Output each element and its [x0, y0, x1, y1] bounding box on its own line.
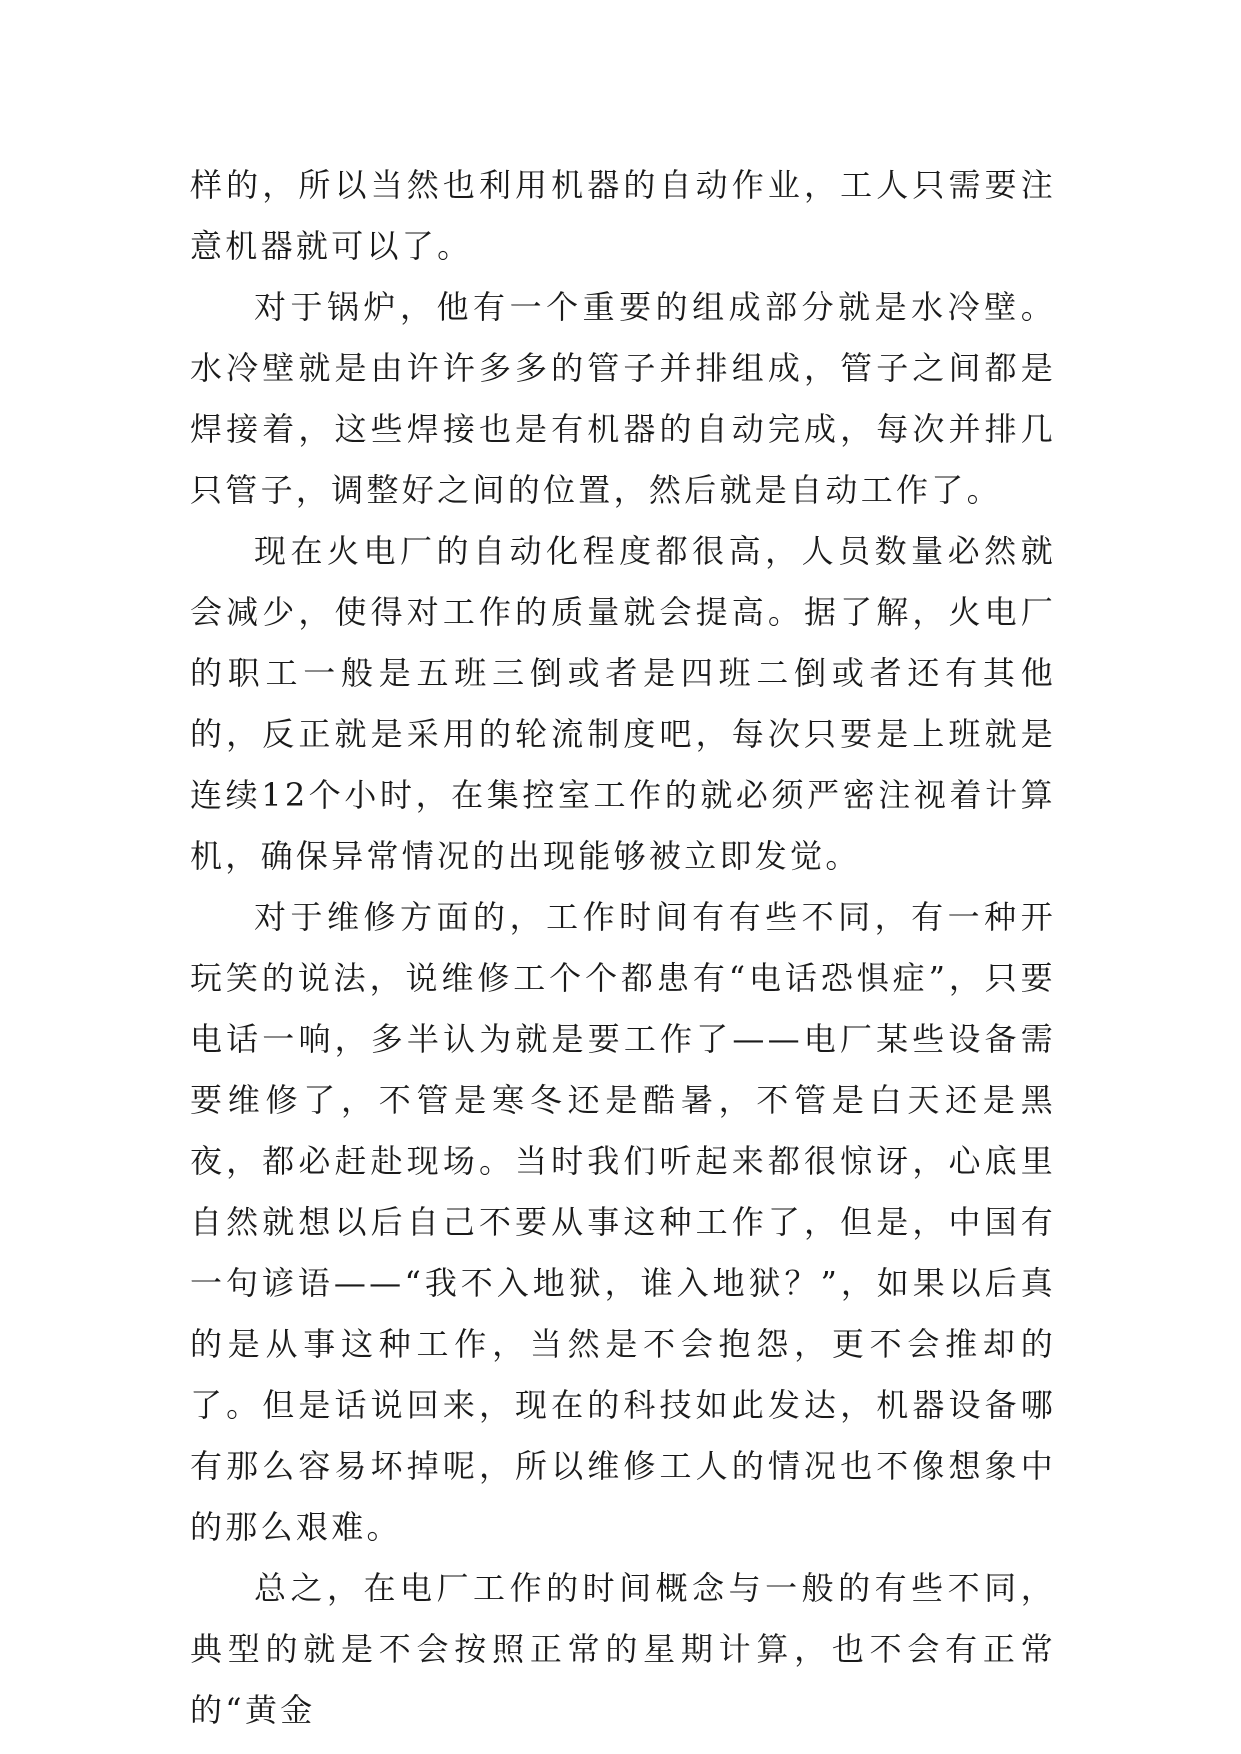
paragraph-3: 现在火电厂的自动化程度都很高，人员数量必然就会减少，使得对工作的质量就会提高。据了解，火电厂的职工一般是五班三倒或者是四班二倒或者还有其他的，反正就是采用的轮流制度吧，每次只要是上班就是连续12个小时，在集控室工作的就必须严密注视着计算机，确保异常情况的出现能够被立即发觉。	[190, 532, 1056, 875]
paragraph-4: 对于维修方面的，工作时间有有些不同，有一种开玩笑的说法，说维修工个个都患有“电话恐惧症”，只要电话一响，多半认为就是要工作了——电厂某些设备需要维修了，不管是寒冬还是酷暑，不管是白天还是黑夜，都必赶赴现场。当时我们听起来都很惊讶，心底里自然就想以后自己不要从事这种工作了，但是，中国有一句谚语——“我不入地狱，谁入地狱？”，如果以后真的是从事这种工作，当然是不会抱怨，更不会推却的了。但是话说回来，现在的科技如此发达，机器设备哪有那么容易坏掉呢，所以维修工人的情况也不像想象中的那么艰难。	[190, 898, 1056, 1546]
paragraph-2: 对于锅炉，他有一个重要的组成部分就是水冷壁。水冷壁就是由许许多多的管子并排组成，管子之间都是焊接着，这些焊接也是有机器的自动完成，每次并排几只管子，调整好之间的位置，然后就是自动工作了。	[190, 288, 1056, 509]
document-body	[190, 155, 1056, 1741]
paragraph-5: 总之，在电厂工作的时间概念与一般的有些不同，典型的就是不会按照正常的星期计算，也不会有正常的“黄金	[190, 1569, 1056, 1729]
paragraph-1: 样的，所以当然也利用机器的自动作业，工人只需要注意机器就可以了。	[190, 166, 1056, 265]
